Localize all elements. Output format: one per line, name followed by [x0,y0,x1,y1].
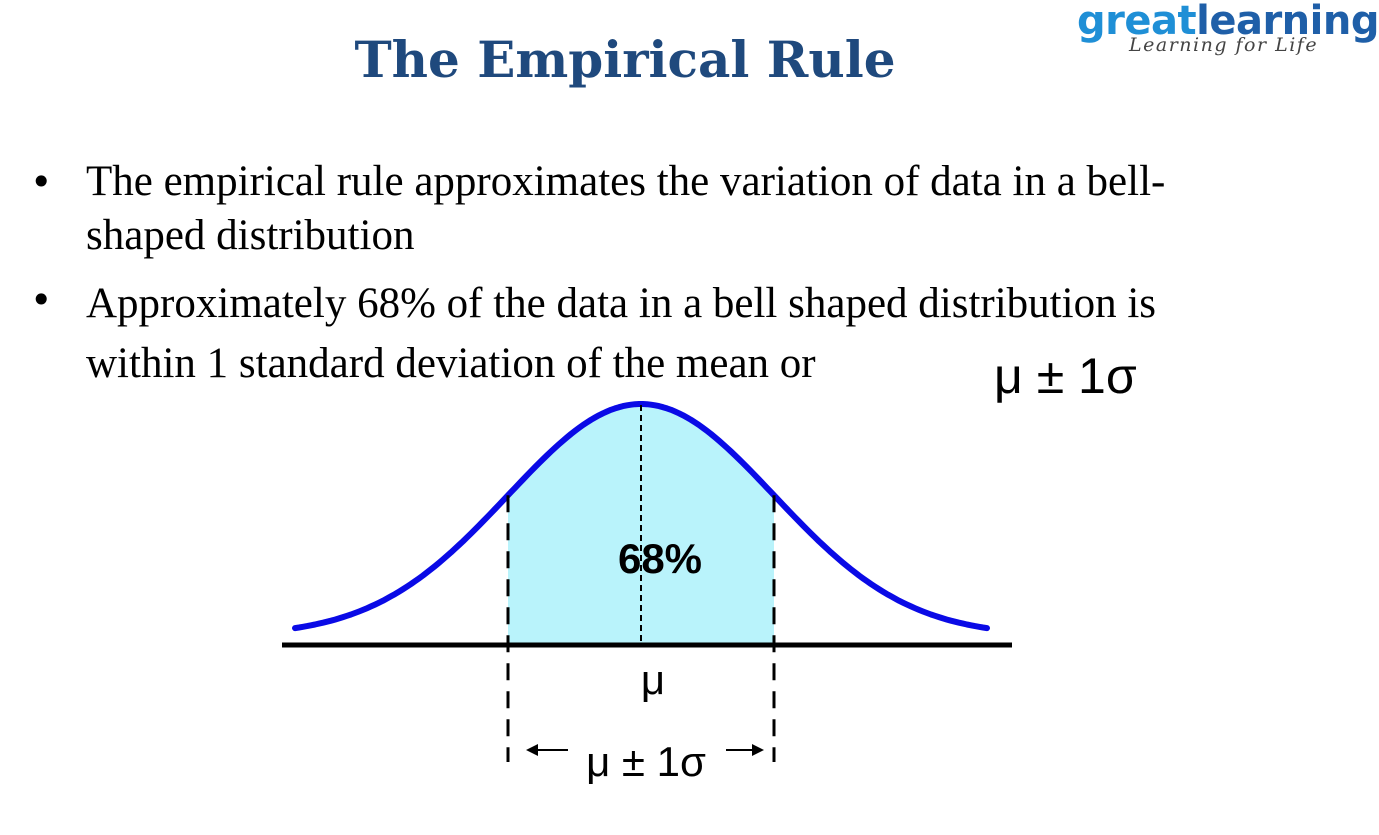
range-label: μ ± 1σ [586,738,706,785]
logo-tagline: Learning for Life [1129,34,1319,56]
percent-label: 68% [617,535,703,582]
bullet-text-2: Approximately 68% of the data in a bell shaped distribution is within 1 standard deviation of the mean or [86,280,1157,387]
right-arrow-head-icon [752,744,764,756]
bullet-dot-1: • [30,160,53,204]
left-arrow-head-icon [526,744,538,756]
bullet-dot-2: • [30,278,53,322]
logo-word-great: great [1077,0,1197,44]
slide-title: The Empirical Rule [354,30,896,89]
mean-label: μ [640,656,666,703]
bullet-text-1: The empirical rule approximates the variation of data in a bell-shaped distribution [86,158,1166,259]
logo-word-learning: learning [1196,0,1379,44]
formula-mu-plus-minus-sigma: μ ± 1σ [994,348,1137,404]
